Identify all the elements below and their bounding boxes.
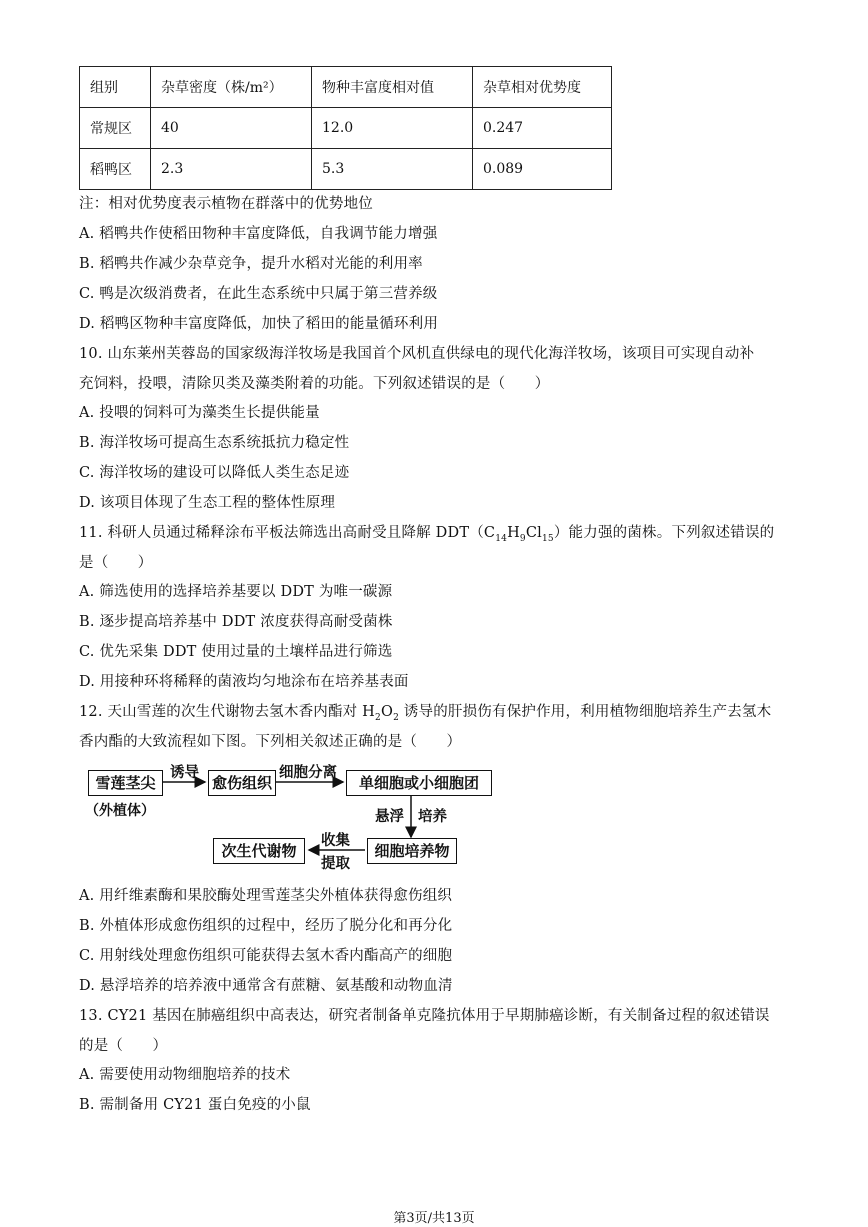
q12-option-b: B. 外植体形成愈伤组织的过程中，经历了脱分化和再分化 — [79, 918, 453, 934]
table-cell: 5.3 — [312, 149, 473, 190]
flow-label-culture: 培养 — [418, 809, 447, 825]
q13-option-b: B. 需制备用 CY21 蛋白免疫的小鼠 — [79, 1097, 311, 1113]
q11-option-b: B. 逐步提高培养基中 DDT 浓度获得高耐受菌株 — [79, 614, 393, 630]
q12-option-a: A. 用纤维素酶和果胶酶处理雪莲茎尖外植体获得愈伤组织 — [79, 888, 453, 904]
q11-stem-post: ）能力强的菌株。下列叙述错误的 — [553, 525, 775, 541]
q10-option-d: D. 该项目体现了生态工程的整体性原理 — [79, 495, 336, 511]
subscript: 2 — [375, 712, 381, 723]
q12-stem-line2: 香内酯的大致流程如下图。下列相关叙述正确的是（ ） — [79, 734, 462, 750]
flow-label-separate: 细胞分离 — [279, 765, 337, 781]
table-cell: 0.247 — [473, 108, 612, 149]
table-header-cell: 物种丰富度相对值 — [312, 67, 473, 108]
table-row — [80, 149, 612, 190]
q10-option-a: A. 投喂的饲料可为藻类生长提供能量 — [79, 405, 320, 421]
q12-option-c: C. 用射线处理愈伤组织可能获得去氢木香内酯高产的细胞 — [79, 948, 453, 964]
flow-box-callus: 愈伤组织 — [208, 770, 276, 796]
q12-stem-line1 — [79, 700, 771, 723]
q9-option-d: D. 稻鸭区物种丰富度降低，加快了稻田的能量循环利用 — [79, 316, 439, 332]
subscript: 14 — [495, 533, 508, 544]
subscript: 2 — [393, 712, 399, 723]
flow-box-cell-culture: 细胞培养物 — [367, 838, 457, 864]
flow-explant-note: （外植体） — [85, 803, 155, 819]
subscript: 9 — [519, 533, 526, 544]
q12-stem-post: 诱导的肝损伤有保护作用，利用植物细胞培养生产去氢木 — [399, 704, 772, 720]
page-footer: 第3页/共13页 — [393, 1211, 475, 1226]
q13-option-a: A. 需要使用动物细胞培养的技术 — [79, 1067, 291, 1083]
q11-stem-pre: 11. 科研人员通过稀释涂布平板法筛选出高耐受且降解 DDT（C — [79, 525, 496, 541]
q11-option-a: A. 筛选使用的选择培养基要以 DDT 为唯一碳源 — [79, 584, 393, 600]
q11-option-d: D. 用接种环将稀释的菌液均匀地涂布在培养基表面 — [79, 674, 409, 690]
table-cell: 0.089 — [473, 149, 612, 190]
q10-stem-line1: 10. 山东莱州芙蓉岛的国家级海洋牧场是我国首个风机直供绿电的现代化海洋牧场，该项目可实现自动补 — [79, 346, 755, 362]
data-table — [79, 66, 612, 190]
flow-box-metabolite: 次生代谢物 — [213, 838, 305, 864]
table-header-cell: 组别 — [80, 67, 151, 108]
table-cell: 2.3 — [151, 149, 312, 190]
flow-label-suspension: 悬浮 — [375, 809, 404, 825]
table-row — [80, 108, 612, 149]
q13-stem-line2: 的是（ ） — [79, 1038, 168, 1054]
q13-stem-line1: 13. CY21 基因在肺癌组织中高表达，研究者制备单克隆抗体用于早期肺癌诊断，有关制备过程的叙述错误 — [79, 1008, 770, 1024]
q10-option-b: B. 海洋牧场可提高生态系统抵抗力稳定性 — [79, 435, 350, 451]
table-cell: 40 — [151, 108, 312, 149]
flow-label-extract: 提取 — [321, 856, 350, 872]
q11-stem-mid: Cl — [525, 525, 542, 541]
flow-box-explant: 雪莲茎尖 — [88, 770, 163, 796]
q12-stem-pre: 12. 天山雪莲的次生代谢物去氢木香内酯对 H — [79, 704, 376, 720]
q11-stem-mid: H — [507, 525, 520, 541]
flow-diagram — [85, 760, 505, 870]
flow-label-induce: 诱导 — [170, 765, 199, 781]
table-header-cell: 杂草密度（株/m²） — [151, 67, 312, 108]
q10-stem-line2: 充饲料，投喂，清除贝类及藻类附着的功能。下列叙述错误的是（ ） — [79, 376, 550, 392]
q10-option-c: C. 海洋牧场的建设可以降低人类生态足迹 — [79, 465, 350, 481]
q9-option-a: A. 稻鸭共作使稻田物种丰富度降低，自我调节能力增强 — [79, 226, 438, 242]
flow-label-collect: 收集 — [321, 833, 350, 849]
table-header-cell: 杂草相对优势度 — [473, 67, 612, 108]
table-note: 注：相对优势度表示植物在群落中的优势地位 — [79, 196, 373, 212]
q11-stem-line2: 是（ ） — [79, 555, 153, 571]
table-header-row — [80, 67, 612, 108]
table-cell: 12.0 — [312, 108, 473, 149]
q9-option-c: C. 鸭是次级消费者，在此生态系统中只属于第三营养级 — [79, 286, 438, 302]
q9-option-b: B. 稻鸭共作减少杂草竞争，提升水稻对光能的利用率 — [79, 256, 423, 272]
flow-box-single-cell: 单细胞或小细胞团 — [346, 770, 492, 796]
q12-option-d: D. 悬浮培养的培养液中通常含有蔗糖、氨基酸和动物血清 — [79, 978, 453, 994]
subscript: 15 — [542, 533, 554, 544]
q12-stem-mid: O — [380, 704, 394, 720]
q11-option-c: C. 优先采集 DDT 使用过量的土壤样品进行筛选 — [79, 644, 393, 660]
table-cell: 常规区 — [80, 108, 151, 149]
q11-stem-line1 — [79, 521, 774, 544]
table-cell: 稻鸭区 — [80, 149, 151, 190]
